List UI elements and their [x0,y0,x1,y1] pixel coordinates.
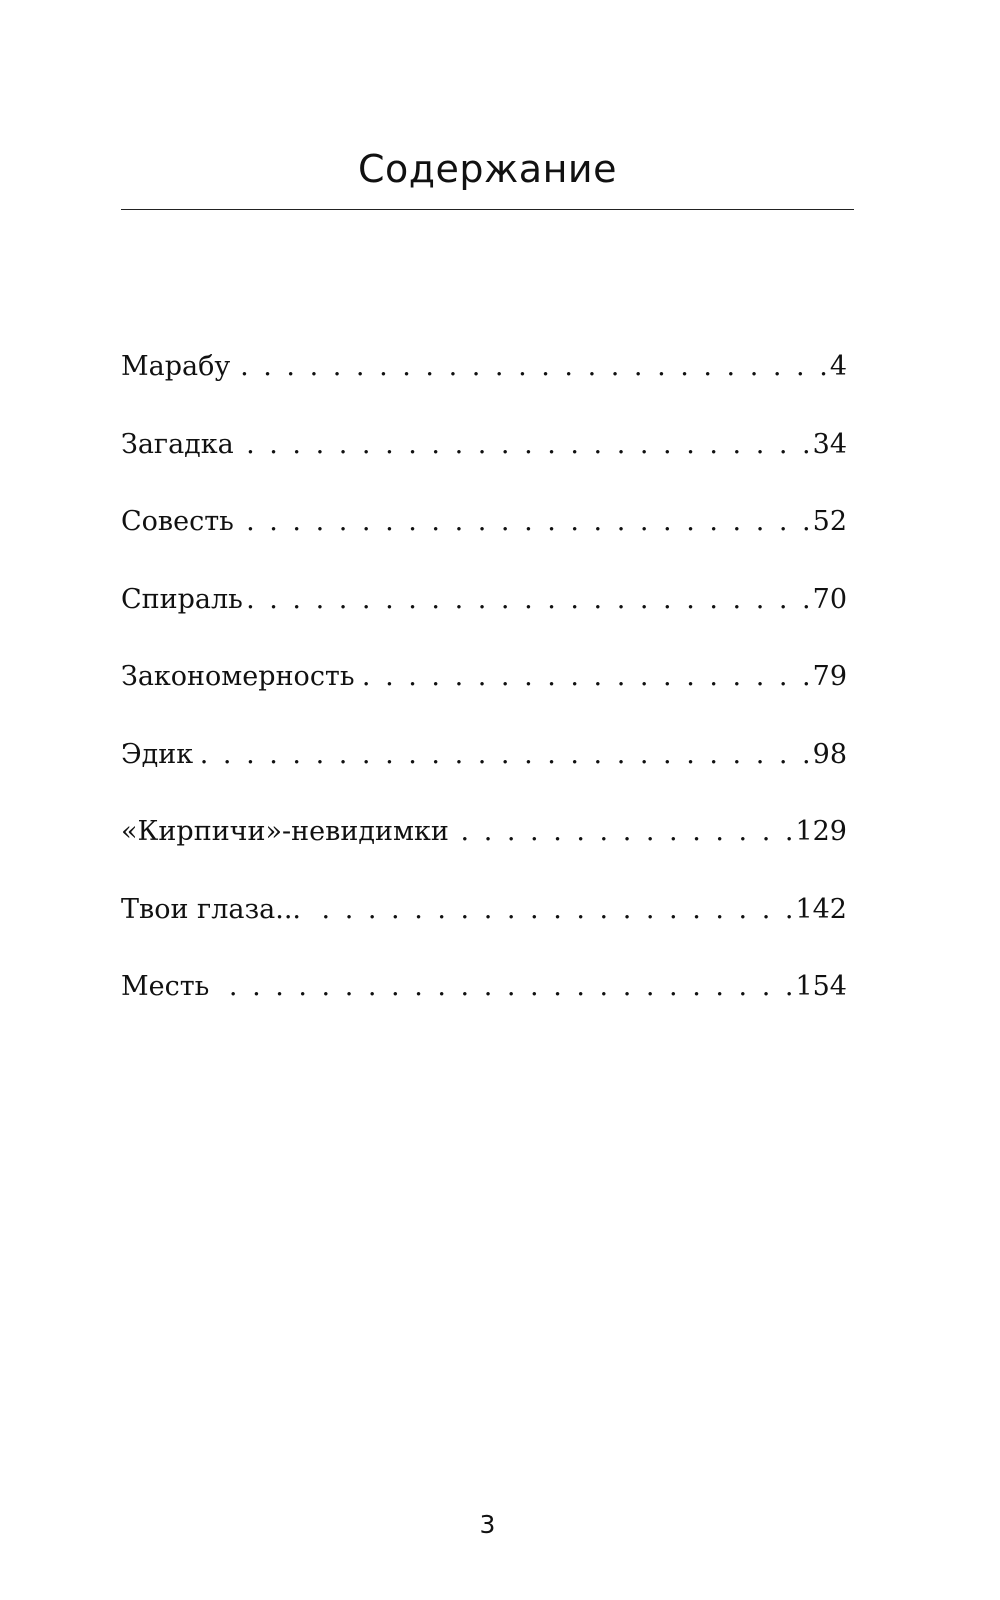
title-underline [121,209,854,210]
page-number: 3 [479,1510,496,1539]
toc-entry-title: Марабу [121,351,231,382]
toc-leader-dots [247,584,811,615]
toc-leader-dots [197,739,810,770]
toc-entry-title: Месть [121,971,210,1002]
toc-entry [121,506,847,584]
toc-entry-page: 98 [812,738,847,770]
toc-entry-page: 70 [812,583,847,615]
toc-entry [121,739,847,817]
toc-entry-page: 34 [812,428,847,460]
toc-entry-page: 79 [812,661,847,692]
toc-entry-title: «Кирпичи»-невидимки [121,816,449,847]
toc-entry [121,661,847,739]
toc-entry [121,429,847,507]
toc-leader-dots [213,971,793,1002]
toc-leader-dots [238,506,811,537]
toc-entry [121,351,847,429]
toc-entry [121,816,847,894]
toc-leader-dots [305,894,793,925]
toc-entry-page: 52 [812,506,847,537]
table-of-contents [121,351,847,1049]
toc-entry-page: 154 [795,971,847,1002]
toc-entry-title: Твои глаза... [121,893,302,925]
toc-leader-dots [238,429,811,460]
toc-leader-dots [453,816,794,847]
toc-entry-title: Закономерность [121,661,355,692]
toc-entry-page: 142 [795,893,847,925]
toc-entry-page: 129 [795,816,847,847]
toc-entry-title: Совесть [121,506,234,537]
toc-entry-title: Спираль [121,583,243,615]
toc-entry [121,971,847,1049]
toc-entry-title: Эдик [121,738,194,770]
toc-entry-title: Загадка [121,428,234,460]
page-title: Содержание [358,147,617,191]
toc-entry [121,894,847,972]
toc-entry [121,584,847,662]
toc-leader-dots [234,351,828,382]
toc-entry-page: 4 [829,351,847,382]
toc-leader-dots [359,661,811,692]
